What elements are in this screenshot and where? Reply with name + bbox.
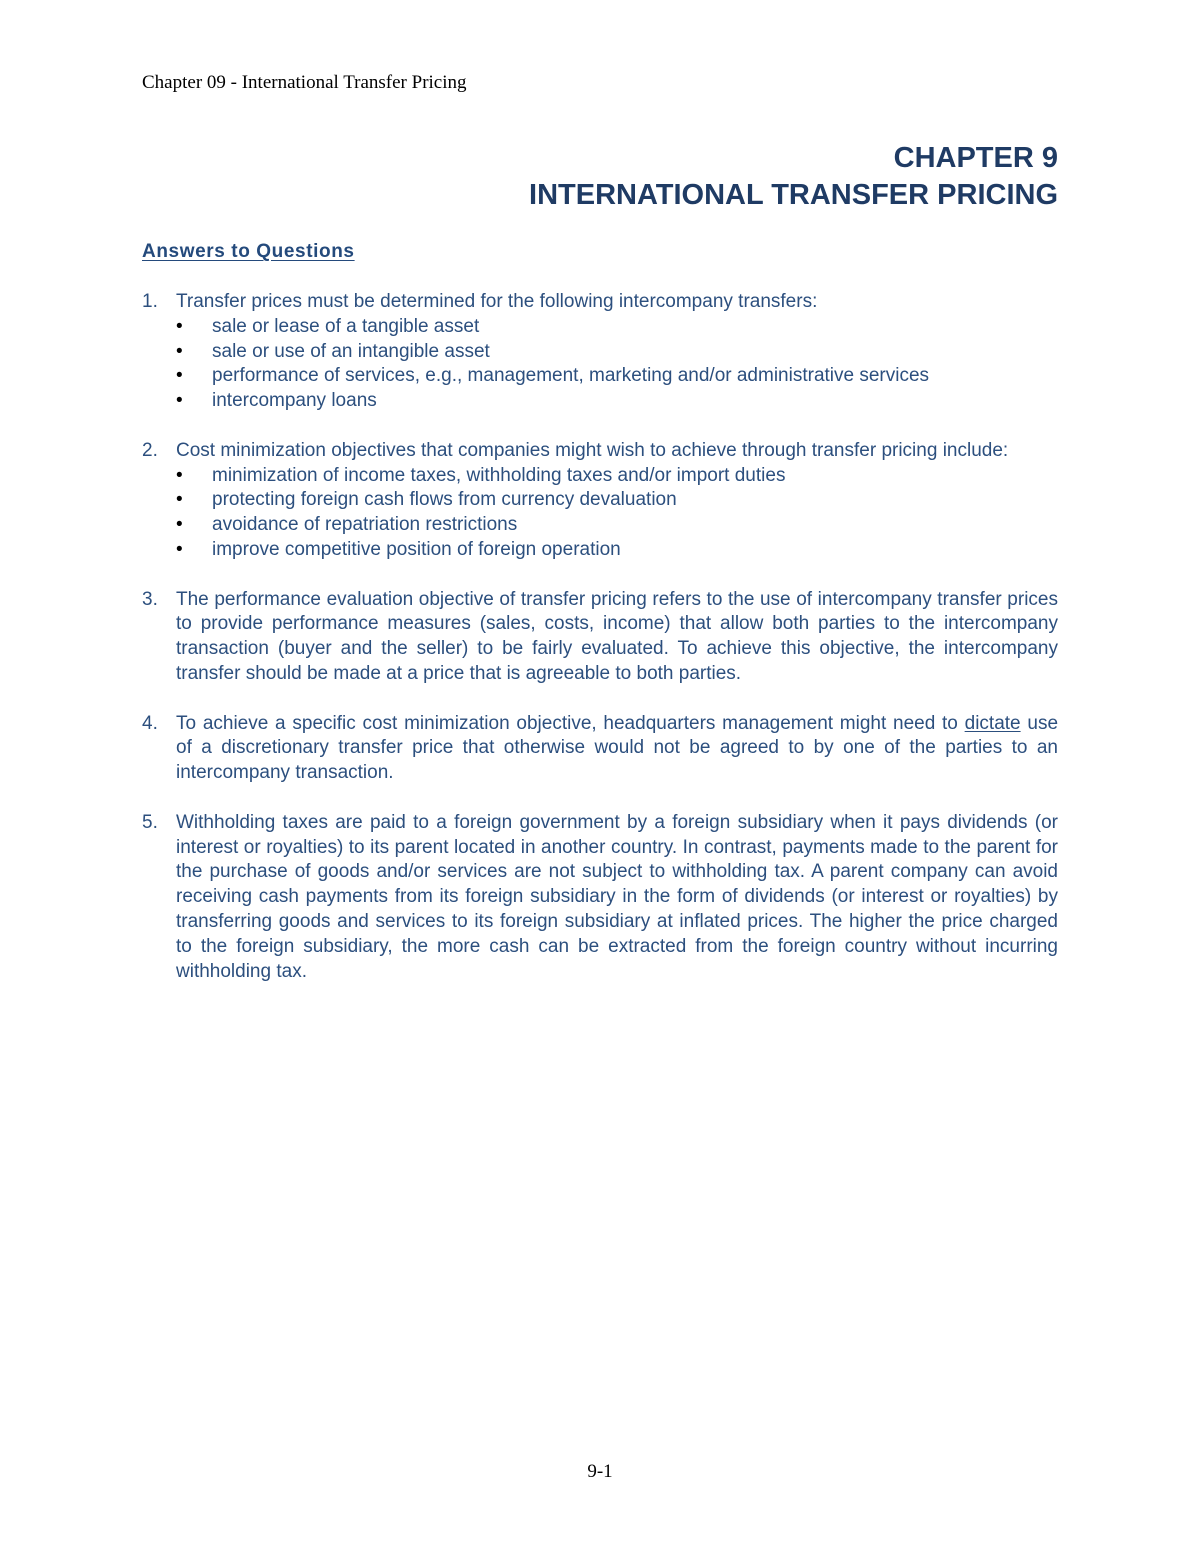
bullet-item: [176, 464, 1058, 489]
answer-text: The performance evaluation objective of transfer pricing refers to the use of intercompany transfer prices to provide performance measures (sales, costs, income) that allow both parties to the intercompany transaction (buyer and the seller) to be fairly evaluated. To achieve this objective, the intercompany transfer should be made at a price that is agreeable to both parties.: [176, 588, 1058, 684]
answer-text: Transfer prices must be determined for the following intercompany transfers:: [176, 291, 818, 312]
bullet-text: minimization of income taxes, withholding taxes and/or import duties: [212, 464, 786, 486]
bullet-text: improve competitive position of foreign operation: [212, 538, 621, 560]
bullet-item: [176, 364, 1058, 389]
chapter-title: INTERNATIONAL TRANSFER PRICING: [529, 179, 1058, 211]
bullet-item: [176, 488, 1058, 513]
answer-text: Withholding taxes are paid to a foreign government by a foreign subsidiary when it pays dividends (or interest or royalties) to its parent located in another country. In contrast, payments made to the parent for the purchase of goods and/or services are not subject to withholding tax. A parent company can avoid receiving cash payments from its foreign subsidiary in the form of dividends (or interest or royalties) by transferring goods and services to its foreign subsidiary at inflated prices. The higher the price charged to the foreign subsidiary, the more cash can be extracted from the foreign country without incurring withholding tax.: [176, 811, 1058, 982]
bullet-text: protecting foreign cash flows from currency devaluation: [212, 489, 677, 511]
answer-number: 2.: [142, 439, 158, 461]
bullet-item: [176, 538, 1058, 563]
chapter-heading: [529, 140, 1058, 214]
answer-5: [142, 811, 1058, 985]
answer-4: [142, 712, 1058, 786]
bullet-text: intercompany loans: [212, 390, 377, 412]
answer-text-end: use of a discretionary transfer price that otherwise would not be agreed to by one of the parties to an intercompany transaction.: [176, 712, 1059, 784]
bullet-list: [176, 315, 1058, 414]
bullet-text: performance of services, e.g., management, marketing and/or administrative services: [212, 365, 930, 387]
bullet-item: [176, 389, 1058, 414]
answer-1: [142, 290, 1058, 414]
bullet-text: sale or lease of a tangible asset: [212, 315, 480, 337]
chapter-number: CHAPTER 9: [893, 142, 1058, 174]
answer-number: 5.: [142, 811, 158, 833]
answer-text: [176, 712, 1058, 786]
page-number: 9-1: [587, 1461, 613, 1482]
answer-number: 3.: [142, 588, 158, 610]
bullet-item: [176, 340, 1058, 365]
answer-3: [142, 588, 1058, 687]
bullet-icon: •: [176, 340, 183, 362]
answer-2: [142, 439, 1058, 563]
answer-number: 1.: [142, 291, 158, 312]
bullet-icon: •: [176, 489, 183, 511]
bullet-text: avoidance of repatriation restrictions: [212, 514, 518, 536]
underlined-word: dictate: [964, 712, 1021, 734]
bullet-icon: •: [176, 315, 183, 337]
answer-text: Cost minimization objectives that companies might wish to achieve through transfer pricing include:: [176, 439, 1009, 461]
bullet-icon: •: [176, 464, 183, 486]
bullet-list: [176, 464, 1058, 563]
bullet-text: sale or use of an intangible asset: [212, 340, 490, 362]
bullet-item: [176, 315, 1058, 340]
bullet-icon: •: [176, 538, 183, 560]
bullet-icon: •: [176, 365, 183, 387]
answer-text-start: To achieve a specific cost minimization objective, headquarters management might need to: [176, 712, 958, 734]
answers-list: [142, 290, 1058, 1009]
bullet-icon: •: [176, 390, 183, 412]
bullet-item: [176, 513, 1058, 538]
answer-number: 4.: [142, 712, 158, 734]
bullet-icon: •: [176, 514, 183, 536]
running-header: Chapter 09 - International Transfer Pricing: [142, 72, 467, 93]
section-title: Answers to Questions: [142, 241, 355, 262]
